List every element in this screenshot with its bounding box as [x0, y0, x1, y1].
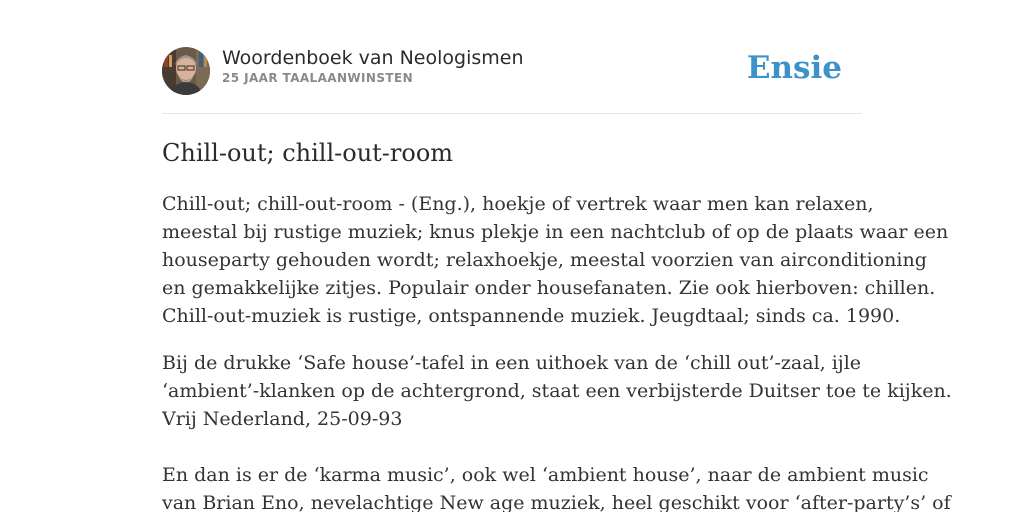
- author-name[interactable]: Woordenboek van Neologismen: [222, 47, 524, 69]
- definition-line: Chill-out; chill-out-room - (Eng.), hoekje of vertrek waar men kan relaxen,: [162, 193, 874, 215]
- author-subtitle: 25 JAAR TAALAANWINSTEN: [222, 71, 414, 85]
- quote-line: van Brian Eno, nevelachtige New age muziek, heel geschikt voor ‘after-party’s’ of: [162, 492, 951, 512]
- quote-line: Bij de drukke ‘Safe house’-tafel in een uithoek van de ‘chill out’-zaal, ijle: [162, 352, 862, 374]
- entry-quotes: [162, 349, 952, 512]
- quote-line: En dan is er de ‘karma music’, ook wel ‘ambient house’, naar de ambient music: [162, 464, 929, 486]
- header-divider: [162, 113, 862, 114]
- author-block: [222, 46, 524, 85]
- definition-line: meestal bij rustige muziek; knus plekje in een nachtclub of op de plaats waar een: [162, 221, 949, 243]
- quote-block: [162, 349, 952, 433]
- definition-line: Chill-out-muziek is rustige, ontspannende muziek. Jeugdtaal; sinds ca. 1990.: [162, 305, 901, 327]
- quote-block: [162, 461, 951, 512]
- author-avatar-icon: [162, 47, 210, 95]
- quote-source: Vrij Nederland, 25-09-93: [162, 408, 403, 430]
- quote-spacer: [162, 433, 867, 461]
- header: [162, 46, 862, 96]
- author-avatar[interactable]: [162, 47, 210, 95]
- definition-line: houseparty gehouden wordt; relaxhoekje, meestal voorzien van airconditioning: [162, 249, 927, 271]
- entry-definition: [162, 190, 949, 330]
- quote-line: ‘ambient’-klanken op de achtergrond, staat een verbijsterde Duitser toe te kijken.: [162, 380, 952, 402]
- definition-line: en gemakkelijke zitjes. Populair onder housefanaten. Zie ook hierboven: chillen.: [162, 277, 936, 299]
- entry-title: Chill-out; chill-out-room: [162, 139, 454, 167]
- brand-logo[interactable]: Ensie: [746, 50, 842, 86]
